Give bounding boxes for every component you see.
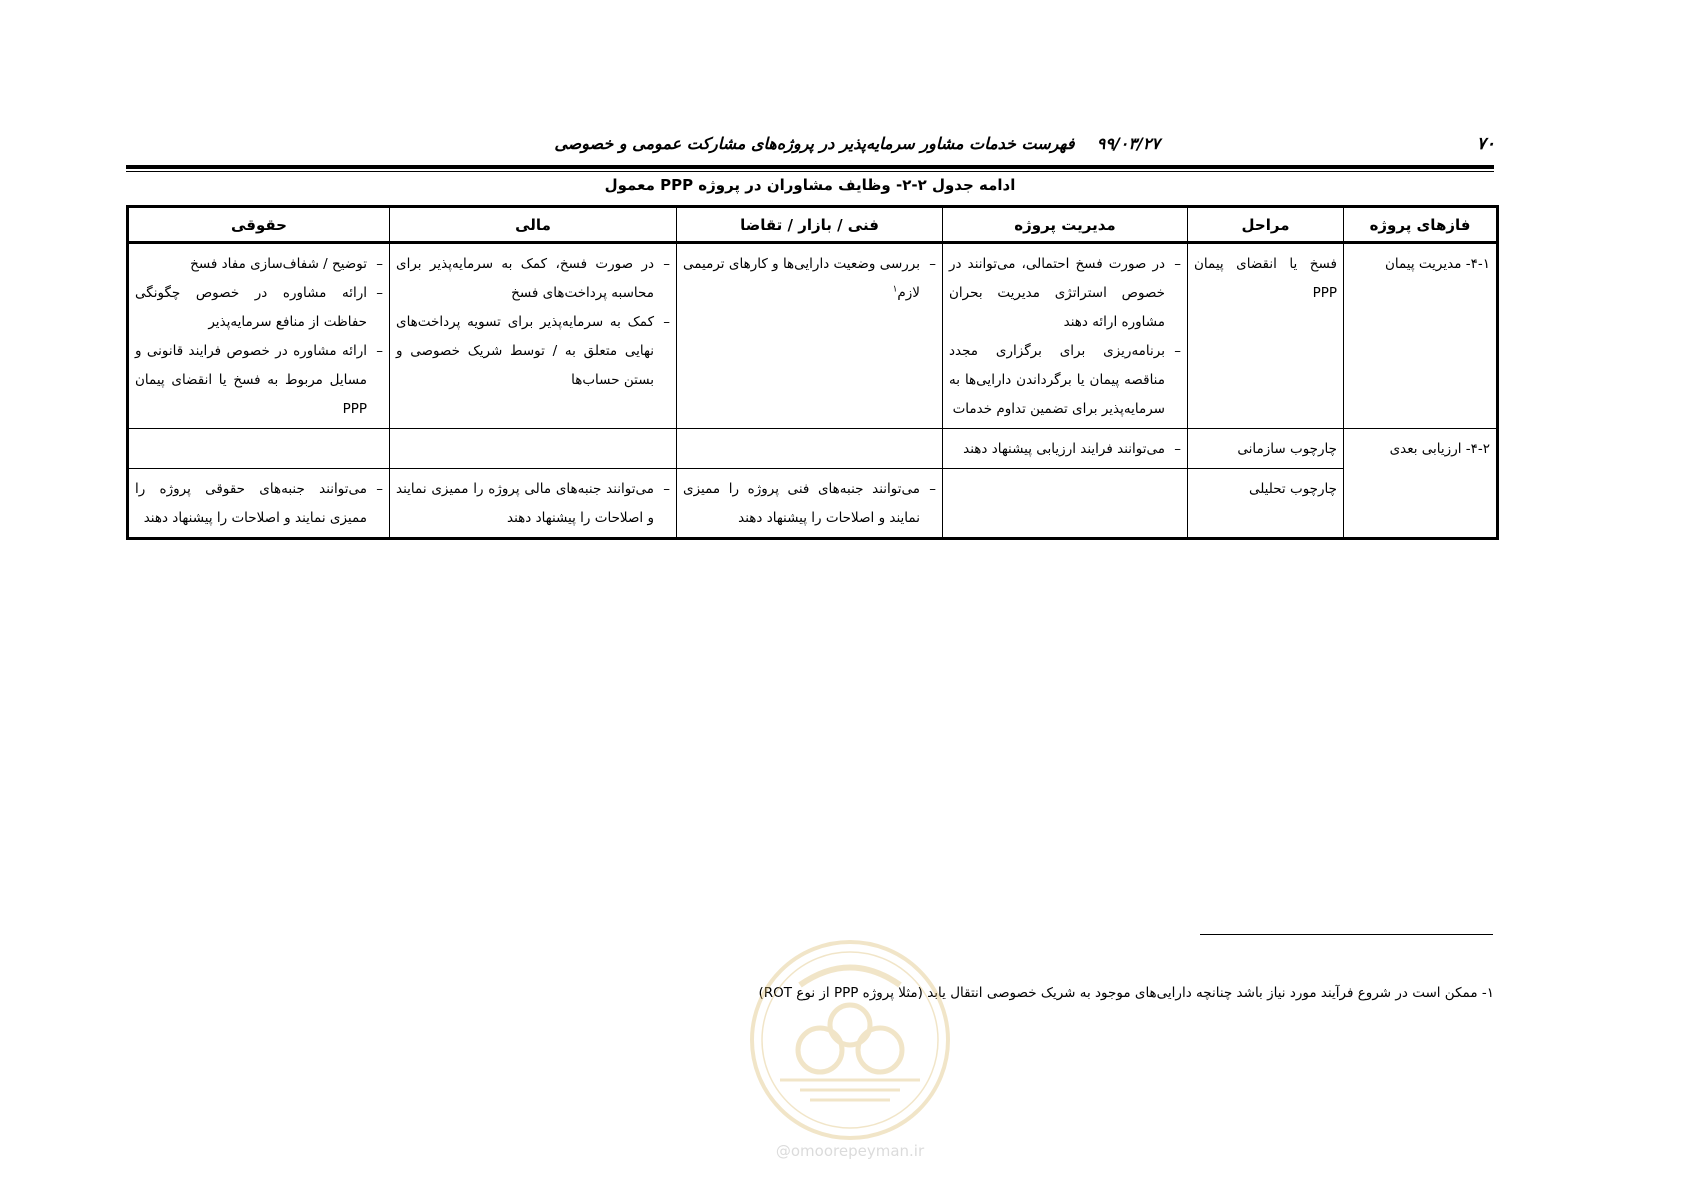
phase-cell: ۴-۱- مدیریت پیمان bbox=[1344, 243, 1498, 429]
header-financial: مالی bbox=[390, 207, 677, 243]
list-item: – توضیح / شفاف‌سازی مفاد فسخ bbox=[135, 250, 367, 279]
header-project-management: مدیریت پروژه bbox=[943, 207, 1188, 243]
list-item bbox=[683, 250, 920, 308]
running-header bbox=[125, 130, 1495, 160]
tech-cell bbox=[677, 469, 943, 539]
header-phases: فازهای پروژه bbox=[1344, 207, 1498, 243]
table-caption: ادامه جدول ۲-۲- وظایف مشاوران در پروژه PPP معمول bbox=[604, 176, 1016, 194]
list-item: – می‌توانند جنبه‌های حقوقی پروژه را ممیزی نمایند و اصلاحات را پیشنهاد دهند bbox=[135, 475, 367, 533]
list-item: – می‌توانند جنبه‌های فنی پروژه را ممیزی نمایند و اصلاحات را پیشنهاد دهند bbox=[683, 475, 920, 533]
table-row bbox=[128, 243, 1498, 429]
watermark-logo bbox=[740, 930, 960, 1160]
stage-cell: چارچوب سازمانی bbox=[1188, 429, 1344, 469]
header-technical: فنی / بازار / تقاضا bbox=[677, 207, 943, 243]
tech-text: بررسی وضعیت دارایی‌ها و کارهای ترمیمی لازم bbox=[683, 256, 920, 301]
finance-cell bbox=[390, 243, 677, 429]
table-row bbox=[128, 429, 1498, 469]
stage-cell: چارچوب تحلیلی bbox=[1188, 469, 1344, 539]
list-item: – برنامه‌ریزی برای برگزاری مجدد مناقصه پیمان یا برگرداندن دارایی‌ها به سرمایه‌پذیر برای تضمین تداوم خدمات bbox=[949, 337, 1165, 424]
pm-cell bbox=[943, 469, 1188, 539]
list-item: – می‌توانند فرایند ارزیابی پیشنهاد دهند bbox=[949, 435, 1165, 464]
header-date: ۹۹/۰۳/۲۷ bbox=[1096, 134, 1160, 153]
phase-cell: ۴-۲- ارزیابی بعدی bbox=[1344, 429, 1498, 539]
list-item: – در صورت فسخ احتمالی، می‌توانند در خصوص استراتژی مدیریت بحران مشاوره ارائه دهند bbox=[949, 250, 1165, 337]
header-stages: مراحل bbox=[1188, 207, 1344, 243]
list-item: – می‌توانند جنبه‌های مالی پروژه را ممیزی نمایند و اصلاحات را پیشنهاد دهند bbox=[396, 475, 654, 533]
tech-cell bbox=[677, 429, 943, 469]
table-header-row bbox=[128, 207, 1498, 243]
list-item: – در صورت فسخ، کمک به سرمایه‌پذیر برای محاسبه پرداخت‌های فسخ bbox=[396, 250, 654, 308]
running-title bbox=[554, 134, 1160, 153]
stage-cell: فسخ یا انقضای پیمان PPP bbox=[1188, 243, 1344, 429]
page-number: ۷۰ bbox=[1476, 134, 1495, 154]
list-item: – ارائه مشاوره در خصوص چگونگی حفاظت از منافع سرمایه‌پذیر bbox=[135, 279, 367, 337]
watermark-text: @omoorepeyman.ir bbox=[775, 1142, 925, 1160]
pm-cell bbox=[943, 429, 1188, 469]
header-title: فهرست خدمات مشاور سرمایه‌پذیر در پروژه‌های مشارکت عمومی و خصوصی bbox=[554, 134, 1075, 153]
legal-cell bbox=[128, 429, 390, 469]
legal-cell bbox=[128, 469, 390, 539]
header-legal: حقوقی bbox=[128, 207, 390, 243]
consultant-duties-table bbox=[126, 205, 1499, 540]
header-rule-thin bbox=[126, 171, 1494, 172]
pm-cell bbox=[943, 243, 1188, 429]
finance-cell bbox=[390, 429, 677, 469]
header-rule-thick bbox=[126, 165, 1494, 169]
footnote-ref: ۱ bbox=[892, 284, 898, 295]
finance-cell bbox=[390, 469, 677, 539]
footnote: ۱- ممکن است در شروع فرآیند مورد نیاز باشد چنانچه دارایی‌های موجود به شریک خصوصی انتقال یابد (مثلا پروژه PPP از نوع ROT) bbox=[758, 985, 1494, 1001]
table-row bbox=[128, 469, 1498, 539]
footnote-rule bbox=[1200, 934, 1493, 935]
legal-cell bbox=[128, 243, 390, 429]
tech-cell bbox=[677, 243, 943, 429]
list-item: – کمک به سرمایه‌پذیر برای تسویه پرداخت‌های نهایی متعلق به / توسط شریک خصوصی و بستن حساب‌ها bbox=[396, 308, 654, 395]
list-item: – ارائه مشاوره در خصوص فرایند قانونی و مسایل مربوط به فسخ یا انقضای پیمان PPP bbox=[135, 337, 367, 424]
